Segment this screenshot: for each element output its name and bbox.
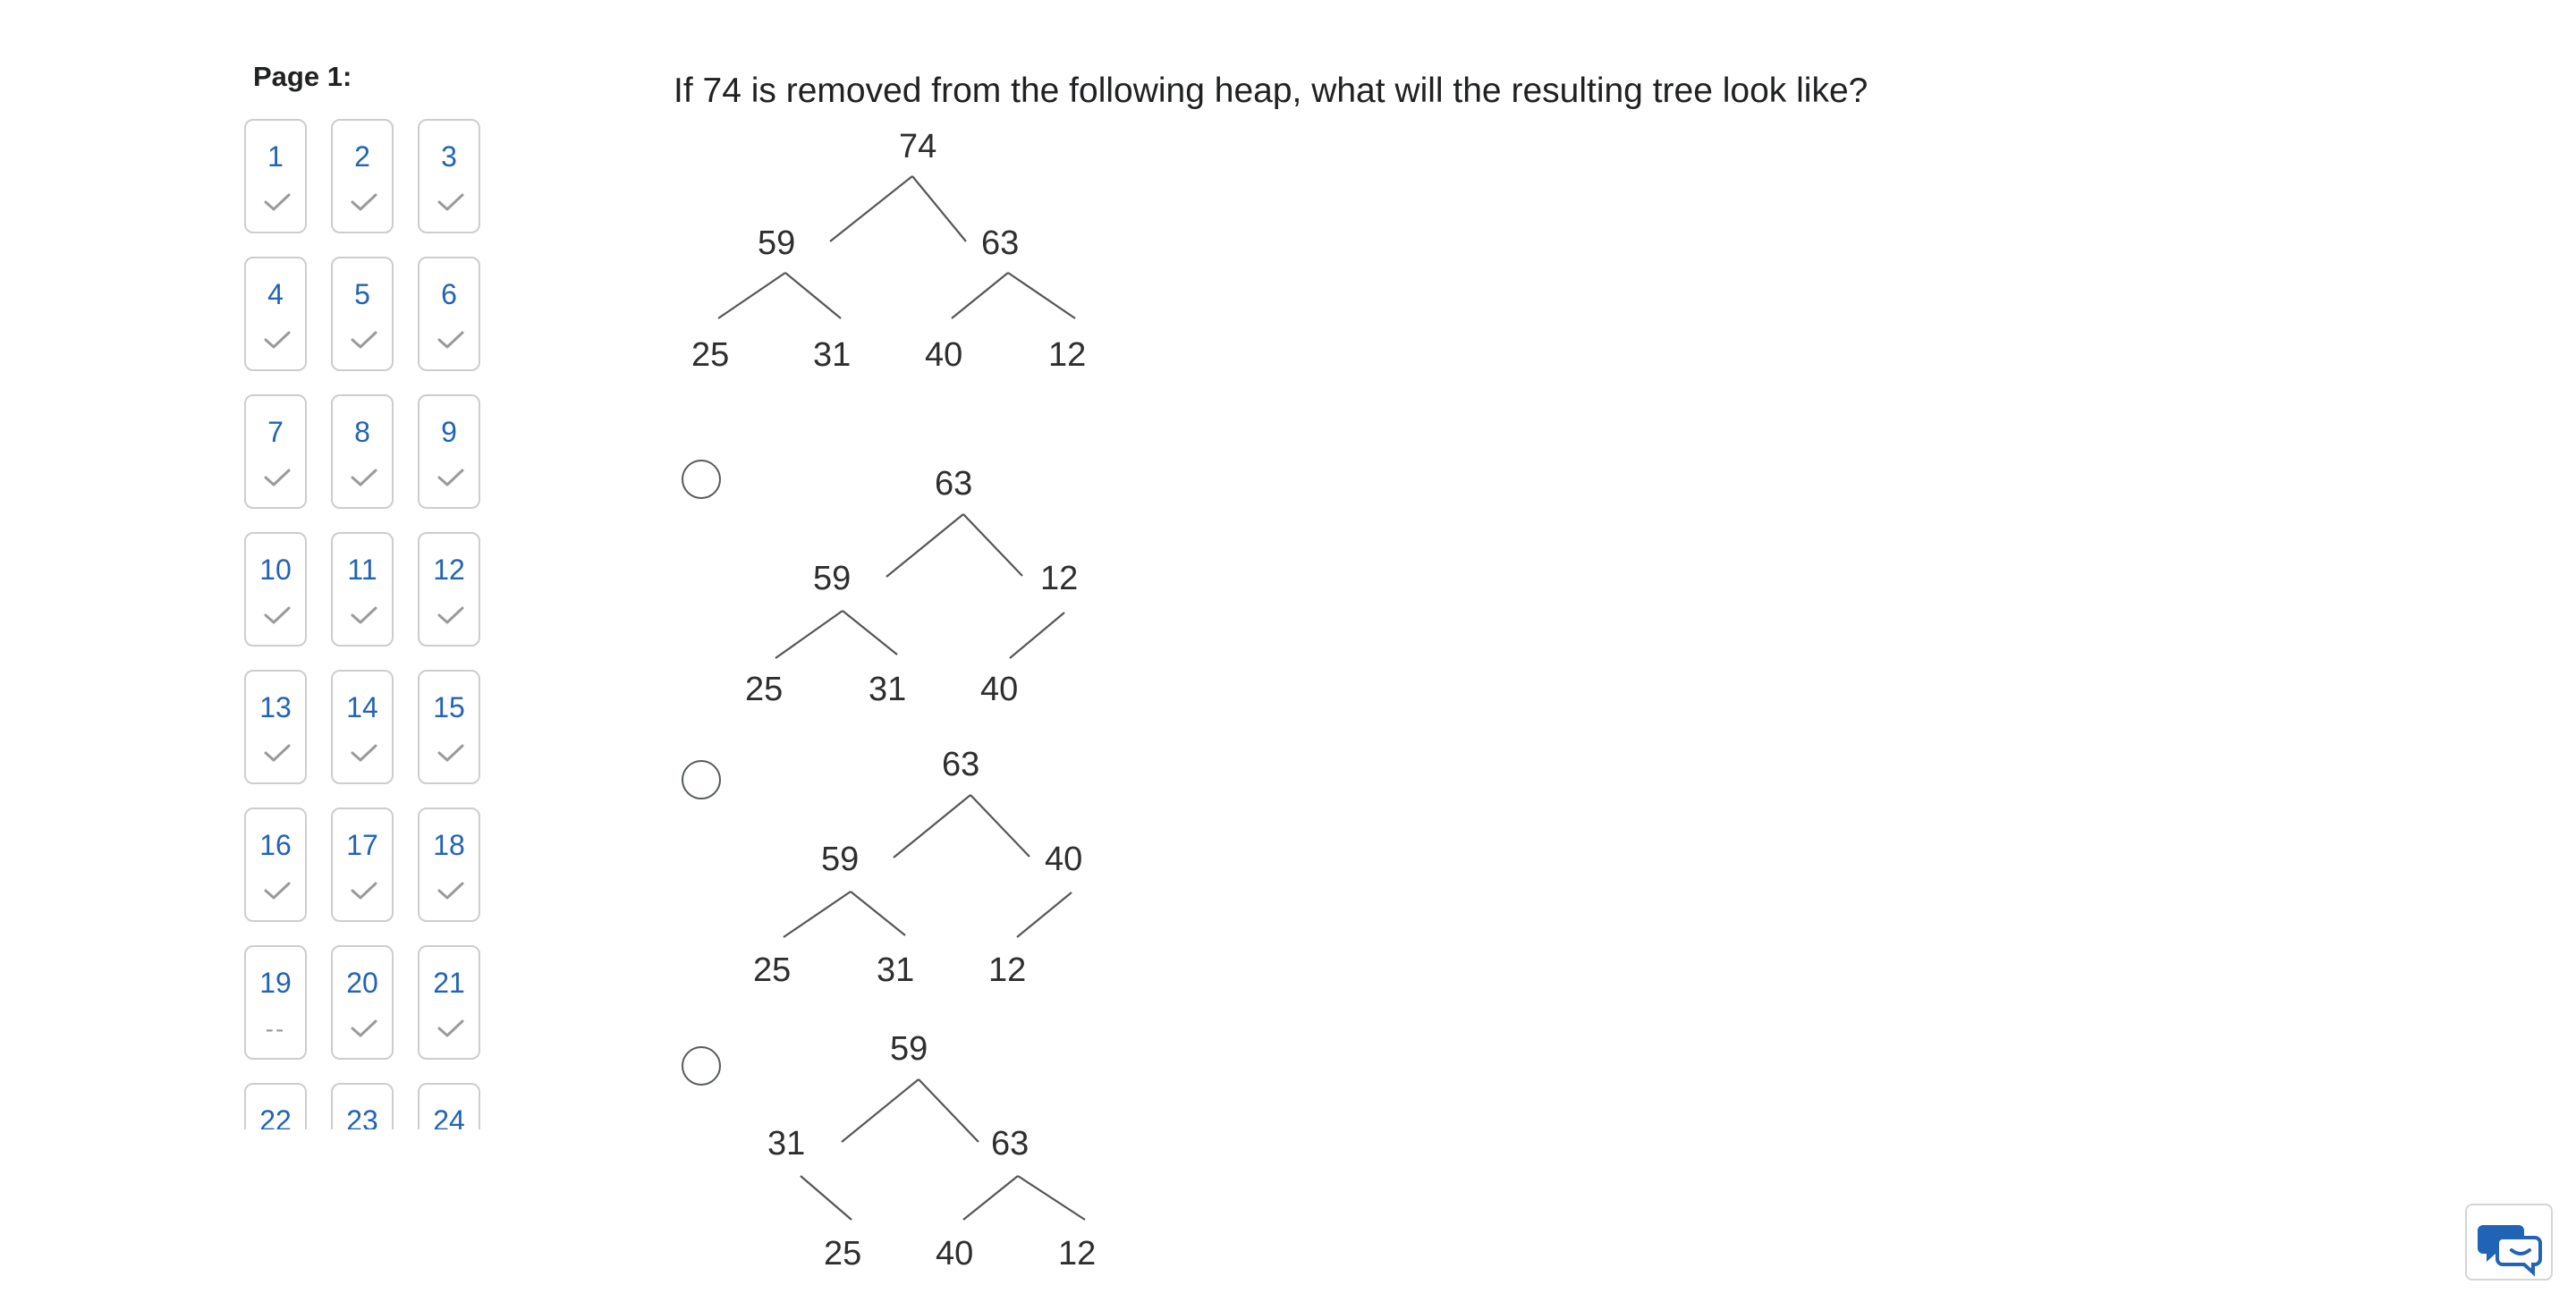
question-nav-number: 18 bbox=[433, 829, 465, 861]
question-nav-number: 7 bbox=[267, 416, 284, 448]
question-nav-10[interactable] bbox=[244, 532, 307, 647]
option-2-node-rl: 12 bbox=[988, 951, 1027, 989]
question-nav-8[interactable] bbox=[331, 394, 394, 509]
question-text: If 74 is removed from the following heap, what will the resulting tree look like? bbox=[674, 72, 1868, 110]
option-1-node-l: 59 bbox=[813, 560, 852, 597]
question-nav-number: 17 bbox=[346, 829, 378, 861]
check-icon bbox=[351, 743, 377, 763]
option-3-node-rr: 12 bbox=[1058, 1235, 1097, 1272]
heap-node-ll: 25 bbox=[691, 336, 730, 374]
check-icon bbox=[264, 330, 291, 350]
option-1-node-lr: 31 bbox=[869, 671, 907, 708]
question-nav-number: 16 bbox=[259, 829, 292, 861]
question-nav-number: 10 bbox=[259, 554, 292, 586]
option-2-node-ll: 25 bbox=[753, 951, 792, 989]
option-3-node-lr: 25 bbox=[824, 1235, 862, 1272]
question-nav-23[interactable] bbox=[331, 1083, 394, 1129]
page-label: Page 1: bbox=[253, 61, 352, 92]
heap-edge-right-left bbox=[952, 273, 1008, 318]
question-nav-number: 13 bbox=[259, 691, 292, 723]
check-icon bbox=[351, 330, 377, 350]
check-icon bbox=[264, 192, 291, 212]
question-nav-12[interactable] bbox=[418, 532, 480, 647]
question-nav-number: 6 bbox=[441, 278, 457, 310]
check-icon bbox=[351, 468, 377, 487]
heap-node-lr: 31 bbox=[813, 336, 852, 374]
question-nav-19[interactable] bbox=[244, 945, 307, 1060]
chat-button[interactable] bbox=[2465, 1204, 2553, 1281]
question-nav-14[interactable] bbox=[331, 670, 394, 784]
question-nav-18[interactable] bbox=[418, 807, 480, 922]
question-nav-2[interactable] bbox=[331, 119, 394, 233]
question-nav-number: 22 bbox=[259, 1104, 292, 1129]
option-1-node-rl: 40 bbox=[980, 671, 1019, 708]
question-nav-6[interactable] bbox=[418, 257, 480, 371]
check-icon bbox=[264, 881, 291, 900]
heap-node-rl: 40 bbox=[925, 336, 963, 374]
question-nav-number: 4 bbox=[267, 278, 284, 310]
heap-edge-right-right bbox=[1008, 273, 1075, 318]
question-nav-11[interactable] bbox=[331, 532, 394, 647]
question-nav-24[interactable] bbox=[418, 1083, 480, 1129]
question-nav-13[interactable] bbox=[244, 670, 307, 784]
check-icon bbox=[437, 743, 464, 763]
question-nav-17[interactable] bbox=[331, 807, 394, 922]
question-nav-number: 11 bbox=[347, 554, 377, 586]
question-nav-1[interactable] bbox=[244, 119, 307, 233]
question-nav-number: 5 bbox=[354, 278, 370, 310]
check-icon bbox=[351, 192, 377, 212]
heap-node-l: 59 bbox=[758, 224, 796, 262]
question-nav-21[interactable] bbox=[418, 945, 480, 1060]
chat-icon bbox=[2467, 1205, 2555, 1282]
option-1-radio[interactable] bbox=[682, 460, 721, 499]
question-nav-16[interactable] bbox=[244, 807, 307, 922]
question-nav-number: 19 bbox=[259, 967, 292, 999]
heap-edge-root-left bbox=[830, 176, 912, 241]
question-nav-9[interactable] bbox=[418, 394, 480, 509]
option-1-node-r: 12 bbox=[1040, 560, 1079, 597]
question-nav-number: 3 bbox=[441, 140, 457, 173]
question-nav-22[interactable] bbox=[244, 1083, 307, 1129]
heap-node-rr: 12 bbox=[1048, 336, 1087, 374]
check-icon bbox=[264, 468, 291, 487]
question-nav-number: 21 bbox=[433, 967, 465, 999]
check-icon bbox=[437, 881, 464, 900]
question-nav-number: 14 bbox=[346, 691, 378, 723]
check-icon bbox=[351, 605, 377, 625]
unanswered-dash-icon: -- bbox=[265, 1015, 286, 1043]
question-nav-4[interactable] bbox=[244, 257, 307, 371]
question-nav-5[interactable] bbox=[331, 257, 394, 371]
option-1-node-ll: 25 bbox=[745, 671, 784, 708]
question-nav-number: 9 bbox=[441, 416, 457, 448]
option-2-node-r: 40 bbox=[1045, 841, 1083, 878]
option-3-node-l: 31 bbox=[767, 1125, 806, 1162]
heap-edge-left-left bbox=[718, 273, 785, 318]
check-icon bbox=[437, 468, 464, 487]
question-nav-number: 15 bbox=[433, 691, 465, 723]
heap-node-r: 63 bbox=[981, 224, 1020, 262]
option-3-radio[interactable] bbox=[682, 1046, 721, 1086]
heap-edge-root-right bbox=[912, 176, 966, 241]
option-2-radio[interactable] bbox=[682, 760, 721, 799]
question-nav-number: 1 bbox=[267, 140, 284, 173]
heap-node-root: 74 bbox=[899, 128, 937, 165]
question-nav-20[interactable] bbox=[331, 945, 394, 1060]
check-icon bbox=[437, 192, 464, 212]
question-nav-3[interactable] bbox=[418, 119, 480, 233]
question-nav-number: 24 bbox=[433, 1104, 465, 1129]
check-icon bbox=[264, 743, 291, 763]
question-nav-number: 20 bbox=[346, 967, 378, 999]
check-icon bbox=[264, 605, 291, 625]
option-3-node-rl: 40 bbox=[936, 1235, 974, 1272]
check-icon bbox=[437, 330, 464, 350]
heap-edge-left-right bbox=[785, 273, 841, 318]
option-2-node-l: 59 bbox=[821, 841, 860, 878]
question-nav-number: 8 bbox=[354, 416, 370, 448]
question-nav-number: 23 bbox=[346, 1104, 378, 1129]
option-2-node-root: 63 bbox=[942, 746, 980, 783]
question-nav-number: 2 bbox=[354, 140, 370, 173]
question-nav-15[interactable] bbox=[418, 670, 480, 784]
check-icon bbox=[351, 881, 377, 900]
question-nav-7[interactable] bbox=[244, 394, 307, 509]
option-3-node-root: 59 bbox=[890, 1030, 928, 1068]
check-icon bbox=[351, 1019, 377, 1038]
check-icon bbox=[437, 605, 464, 625]
option-1-node-root: 63 bbox=[935, 465, 973, 503]
option-2-node-lr: 31 bbox=[877, 951, 915, 989]
question-navigator bbox=[244, 119, 495, 1129]
question-nav-number: 12 bbox=[433, 554, 465, 586]
check-icon bbox=[437, 1019, 464, 1038]
option-3-node-r: 63 bbox=[991, 1125, 1030, 1162]
